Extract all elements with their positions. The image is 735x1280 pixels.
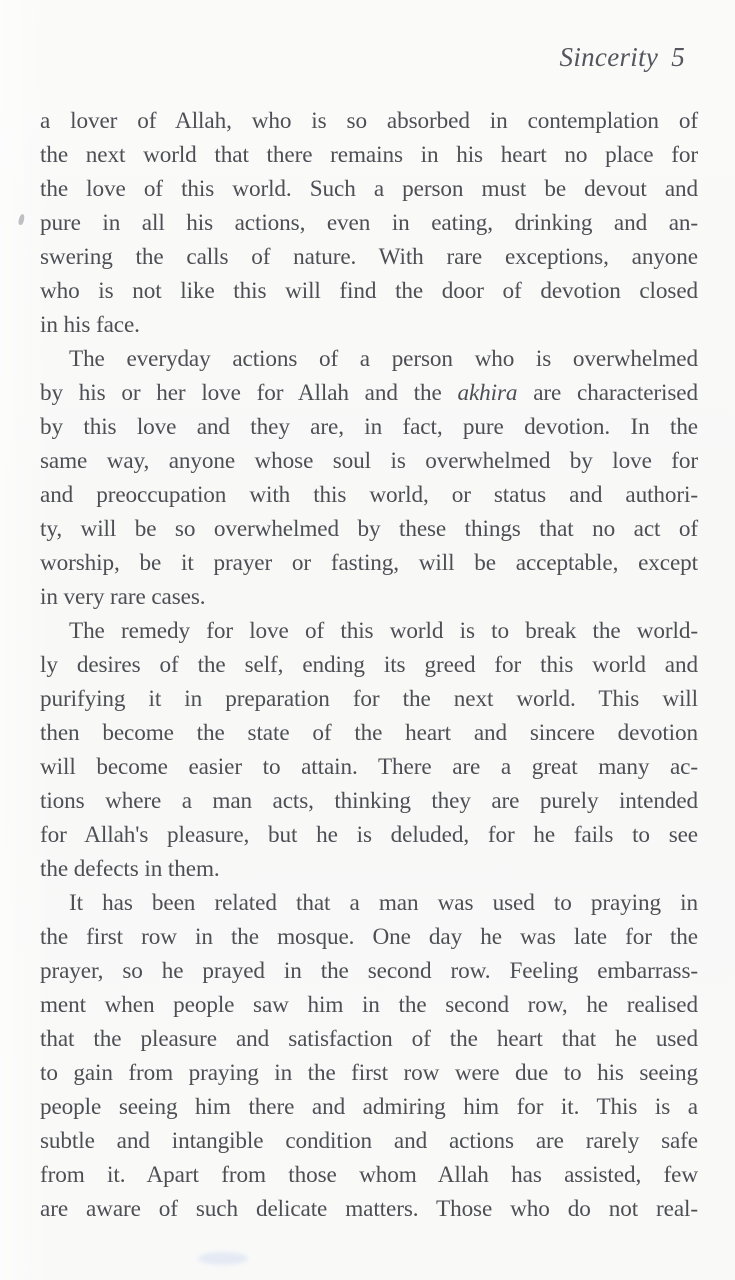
paragraph <box>40 886 698 1226</box>
scan-speck-artifact <box>18 214 26 226</box>
text-line <box>40 750 698 784</box>
text-segment: are characterised <box>517 380 698 406</box>
text-line <box>40 648 698 682</box>
text-segment: that the pleasure and satisfaction of the heart that he used <box>40 1026 698 1052</box>
text-segment: the love of this world. Such a person must be devout and <box>40 176 698 202</box>
text-line <box>40 376 698 410</box>
text-line <box>40 342 698 376</box>
text-segment: same way, anyone whose soul is overwhelmed by love for <box>40 448 698 474</box>
text-line <box>40 172 698 206</box>
text-line <box>40 410 698 444</box>
text-line <box>40 206 698 240</box>
text-segment: The remedy for love of this world is to break the world- <box>69 618 698 644</box>
page-number: 5 <box>671 42 685 72</box>
paragraph <box>40 614 698 886</box>
text-segment: It has been related that a man was used to praying in <box>69 890 698 916</box>
text-line <box>40 818 698 852</box>
text-segment: a lover of Allah, who is so absorbed in contemplation of <box>40 108 698 134</box>
text-segment: people seeing him there and admiring him for it. This is a <box>40 1094 698 1120</box>
running-header <box>560 42 685 73</box>
text-segment: pure in all his actions, even in eating, drinking and an- <box>40 210 698 236</box>
text-line <box>40 1192 698 1226</box>
text-segment: prayer, so he prayed in the second row. Feeling embarrass- <box>40 958 698 984</box>
text-segment: the next world that there remains in his heart no place for <box>40 142 698 168</box>
text-segment: to gain from praying in the first row were due to his seeing <box>40 1060 698 1086</box>
text-segment: purifying it in preparation for the next world. This will <box>40 686 698 712</box>
text-line <box>40 240 698 274</box>
text-line <box>40 546 698 580</box>
text-segment: in his face. <box>40 312 140 338</box>
text-line <box>40 784 698 818</box>
text-line <box>40 1158 698 1192</box>
text-line <box>40 954 698 988</box>
text-segment: by his or her love for Allah and the <box>40 380 458 406</box>
text-line <box>40 104 698 138</box>
scan-smudge-artifact <box>198 1252 248 1265</box>
italic-term: akhira <box>457 380 518 406</box>
text-segment: then become the state of the heart and sincere devotion <box>40 720 698 746</box>
text-line <box>40 988 698 1022</box>
text-segment: who is not like this will find the door of devotion closed <box>40 278 698 304</box>
text-line <box>40 886 698 920</box>
header-title: Sincerity <box>559 42 659 72</box>
text-line <box>40 1090 698 1124</box>
text-segment: tions where a man acts, thinking they are purely intended <box>40 788 698 814</box>
paragraph <box>40 104 698 342</box>
text-line <box>40 580 698 614</box>
text-line <box>40 682 698 716</box>
text-segment: from it. Apart from those whom Allah has assisted, few <box>40 1162 698 1188</box>
text-line <box>40 308 698 342</box>
text-segment: ly desires of the self, ending its greed for this world and <box>40 652 698 678</box>
text-line <box>40 512 698 546</box>
text-segment: will become easier to attain. There are a great many ac- <box>40 754 698 780</box>
text-line <box>40 138 698 172</box>
text-line <box>40 444 698 478</box>
text-segment: ment when people saw him in the second row, he realised <box>40 992 698 1018</box>
text-segment: swering the calls of nature. With rare exceptions, anyone <box>40 244 698 270</box>
text-segment: and preoccupation with this world, or status and authori- <box>40 482 698 508</box>
text-line <box>40 716 698 750</box>
text-line <box>40 1056 698 1090</box>
text-line <box>40 478 698 512</box>
text-segment: worship, be it prayer or fasting, will be acceptable, except <box>40 550 698 576</box>
paragraph <box>40 342 698 614</box>
text-line <box>40 920 698 954</box>
text-segment: the first row in the mosque. One day he was late for the <box>40 924 698 950</box>
page-body <box>40 104 698 1226</box>
text-line <box>40 852 698 886</box>
text-segment: in very rare cases. <box>40 584 206 610</box>
text-segment: The everyday actions of a person who is overwhelmed <box>69 346 698 372</box>
text-line <box>40 1124 698 1158</box>
text-segment: subtle and intangible condition and actions are rarely safe <box>40 1128 698 1154</box>
text-segment: are aware of such delicate matters. Those who do not real- <box>40 1196 698 1222</box>
text-segment: ty, will be so overwhelmed by these things that no act of <box>40 516 698 542</box>
text-line <box>40 614 698 648</box>
text-segment: for Allah's pleasure, but he is deluded, for he fails to see <box>40 822 698 848</box>
text-line <box>40 274 698 308</box>
text-segment: by this love and they are, in fact, pure devotion. In the <box>40 414 698 440</box>
text-segment: the defects in them. <box>40 856 220 882</box>
text-line <box>40 1022 698 1056</box>
